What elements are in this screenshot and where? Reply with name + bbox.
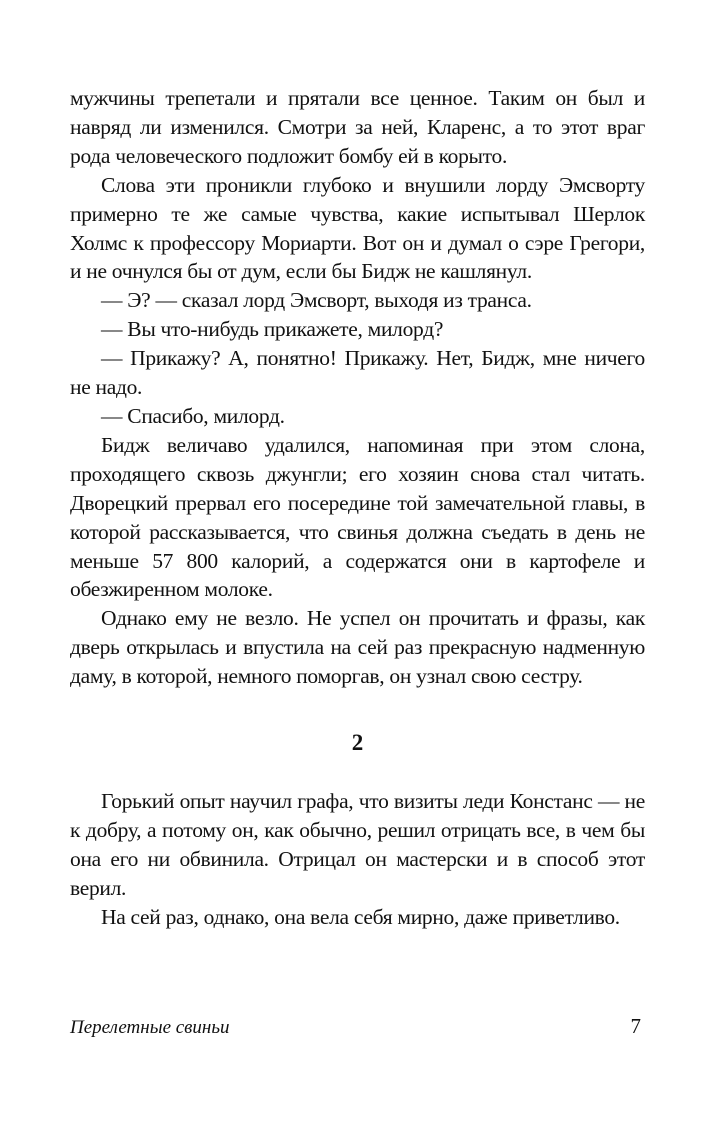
chapter-number: 2 xyxy=(351,730,364,756)
paragraph: — Прикажу? А, понятно! Прикажу. Нет, Бидж, мне ничего не надо. xyxy=(70,346,645,400)
paragraph: — Спасибо, милорд. xyxy=(101,403,285,428)
running-title: Перелетные свиньи xyxy=(70,1017,230,1038)
paragraph: Слова эти проникли глубоко и внушили лорду Эмсворту примерно те же самые чувства, какие испытывал Шерлок Холмс к профессору Мориарти. Вот он и думал о сэре Грегори, и не очнулся бы от дум, если бы Бидж не кашлянул. xyxy=(70,172,645,284)
paragraph: — Вы что-нибудь прикажете, милорд? xyxy=(101,317,444,342)
page-number: 7 xyxy=(630,1014,641,1038)
paragraph: Бидж величаво удалился, напоминая при этом слона, проходящего сквозь джунгли; его хозяин снова стал читать. Дворецкий прервал его посередине той замечательной главы, в которой рассказывается, что свинья должна съедать в день не меньше 57 800 калорий, а содержатся они в картофеле и обезжиренном молоке. xyxy=(70,432,645,602)
paragraph: Горький опыт научил графа, что визиты леди Констанс — не к добру, а потому он, как обычно, решил отрицать все, в чем бы она его ни обвинила. Отрицал он мастерски и в способ этот верил. xyxy=(70,789,645,900)
paragraph: — Э? — сказал лорд Эмсворт, выходя из транса. xyxy=(101,288,532,313)
paragraph: На сей раз, однако, она вела себя мирно, даже приветливо. xyxy=(101,904,620,929)
text-before-chapter xyxy=(70,84,645,691)
book-page xyxy=(70,84,645,1044)
paragraph: Однако ему не везло. Не успел он прочитать и фразы, как дверь открылась и впустила на сей раз прекрасную надменную даму, в которой, немного поморгав, он узнал свою сестру. xyxy=(70,606,645,689)
text-after-chapter xyxy=(70,787,645,932)
paragraph: мужчины трепетали и прятали все ценное. Таким он был и навряд ли изменился. Смотри за ней, Кларенс, а то этот враг рода человеческого подложит бомбу ей в корыто. xyxy=(70,86,645,168)
page-footer xyxy=(70,1014,645,1039)
